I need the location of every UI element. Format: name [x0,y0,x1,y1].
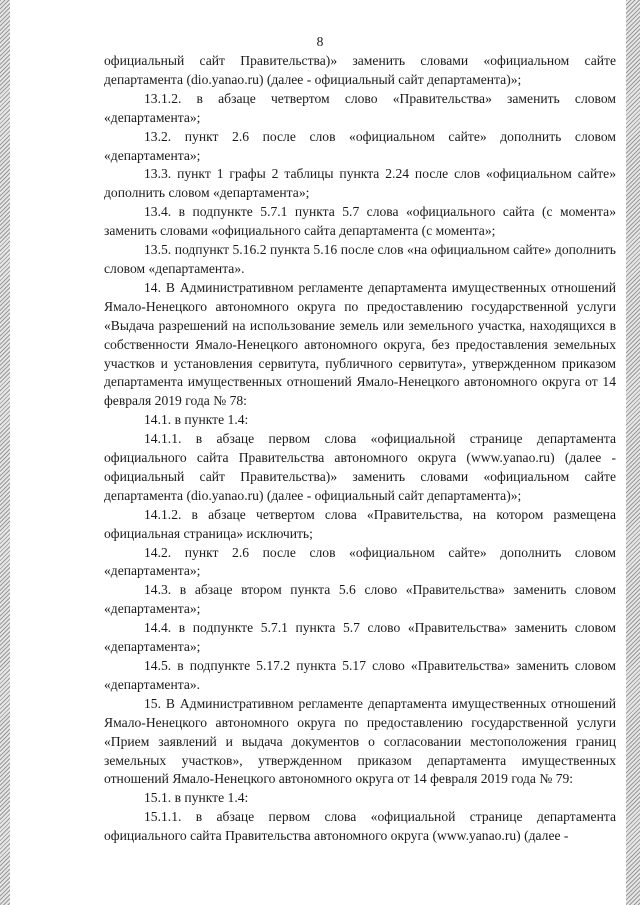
paragraph: 14. В Административном регламенте департамента имущественных отношений Ямало-Ненецкого автономного округа по предоставлению государственной услуги «Выдача разрешений на использование земель или земельного участка, находящихся в собственности Ямало-Ненецкого автономного округа, без предоставления земельных участков и установления сервитута, публичного сервитута», утвержденном приказом департамента имущественных отношений Ямало-Ненецкого автономного округа от 14 февраля 2019 года № 78: [104,279,616,409]
paragraph: 13.2. пункт 2.6 после слов «официальном сайте» дополнить словом «департамента»; [104,128,616,163]
paragraph: 14.1.2. в абзаце четвертом слова «Правительства, на котором размещена официальная страница» исключить; [104,506,616,541]
paragraph: 13.1.2. в абзаце четвертом слово «Правительства» заменить словом «департамента»; [104,90,616,125]
page-number: 8 [316,34,324,49]
paragraph: 15. В Административном регламенте департамента имущественных отношений Ямало-Ненецкого автономного округа по предоставлению государственной услуги «Прием заявлений и выдача документов о согласовании местоположения границ земельных участков», утвержденном приказом департамента имущественных отношений Ямало-Ненецкого автономного округа от 14 февраля 2019 года № 79: [104,695,616,787]
paragraph: 14.2. пункт 2.6 после слов «официальном сайте» дополнить словом «департамента»; [104,544,616,579]
paragraph: 14.4. в подпункте 5.7.1 пункта 5.7 слово «Правительства» заменить словом «департамента»; [104,620,616,655]
paragraph: 14.1. в пункте 1.4: [144,412,249,428]
paragraph: 14.1.1. в абзаце первом слова «официальной странице департамента официального сайта Правительства автономного округа (www.yanao.ru) (далее - официальный сайт Правительства)» заменить словами «официальном сайте департамента (dio.yanao.ru) (далее - официальный сайт департамента)»; [104,431,616,503]
scan-edge-right [626,0,640,905]
paragraph: 15.1. в пункте 1.4: [144,790,249,806]
document-body [104,52,616,846]
paragraph: 13.3. пункт 1 графы 2 таблицы пункта 2.24 после слов «официальном сайте» дополнить словом «департамента»; [104,166,616,201]
paragraph: 14.3. в абзаце втором пункта 5.6 слово «Правительства» заменить словом «департамента»; [104,582,616,617]
paragraph: 14.5. в подпункте 5.17.2 пункта 5.17 слово «Правительства» заменить словом «департамента». [104,658,616,692]
scan-edge-left [0,0,10,905]
paragraph: официальный сайт Правительства)» заменить словами «официальном сайте департамента (dio.yanao.ru) (далее - официальный сайт департамента)»; [104,53,616,87]
paragraph: 13.4. в подпункте 5.7.1 пункта 5.7 слова «официального сайта (с момента» заменить словами «официального сайта департамента (с момента»; [104,204,616,239]
paragraph: 15.1.1. в абзаце первом слова «официальной странице департамента официального сайта Правительства автономного округа (www.yanao.ru) (далее - [104,809,616,844]
paragraph: 13.5. подпункт 5.16.2 пункта 5.16 после слов «на официальном сайте» дополнить словом «департамента». [104,242,616,276]
